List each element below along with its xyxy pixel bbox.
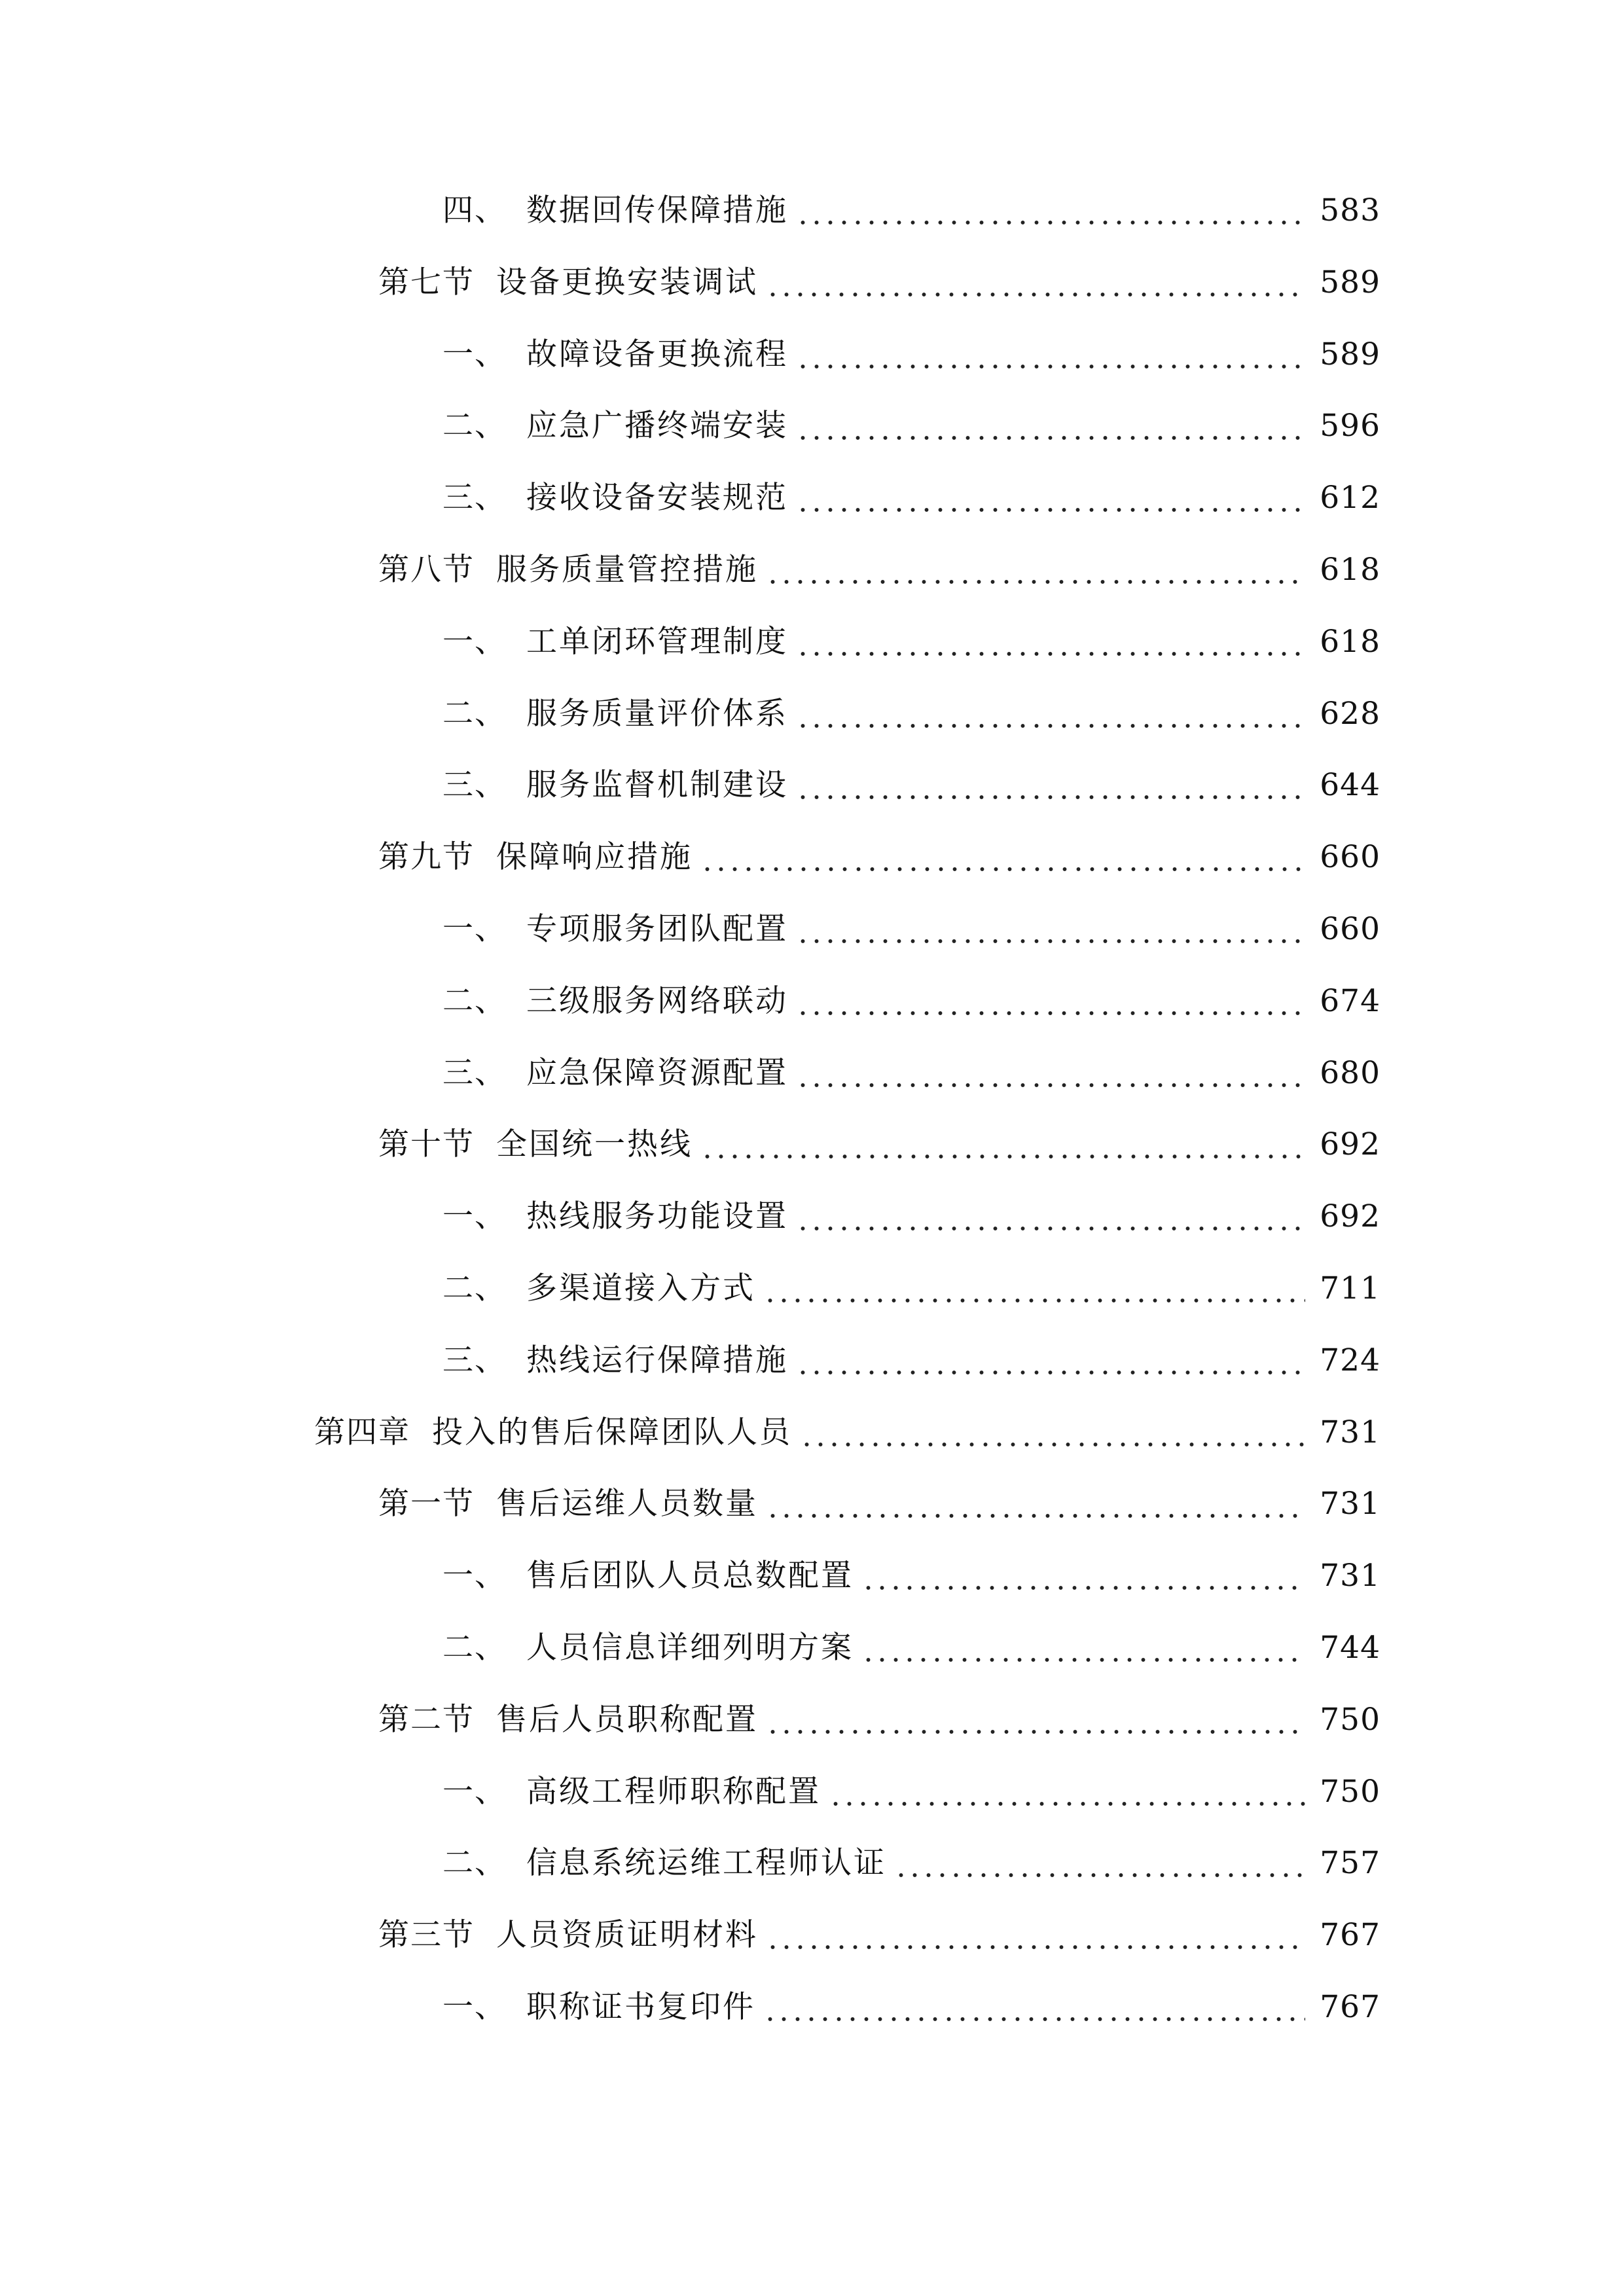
- toc-entry-page-number: 612: [1320, 480, 1380, 516]
- dot-leader: [796, 982, 1305, 1021]
- toc-entry-number: 一、: [442, 911, 507, 947]
- toc-entry-page-number: 744: [1320, 1630, 1380, 1666]
- dot-leader: [796, 766, 1305, 805]
- dot-leader: [861, 1628, 1305, 1668]
- toc-entry[interactable]: [442, 393, 1380, 446]
- toc-entry-number: 二、: [442, 982, 507, 1019]
- toc-entry[interactable]: [442, 1328, 1380, 1380]
- toc-entry-number: 二、: [442, 1630, 507, 1666]
- toc-entry-page-number: 731: [1320, 1558, 1380, 1594]
- toc-entry[interactable]: [378, 1112, 1380, 1164]
- toc-entry-number: 三、: [442, 480, 507, 516]
- dot-leader: [766, 263, 1305, 302]
- toc-entry-page-number: 589: [1320, 336, 1380, 372]
- toc-entry[interactable]: [378, 825, 1380, 877]
- toc-entry-title: 售后团队人员总数配置: [526, 1558, 854, 1594]
- toc-entry[interactable]: [442, 1041, 1380, 1093]
- toc-entry-title: 热线服务功能设置: [526, 1198, 788, 1235]
- toc-entry[interactable]: [442, 178, 1380, 230]
- toc-entry-number: 第一节: [378, 1486, 475, 1522]
- toc-entry[interactable]: [442, 1256, 1380, 1308]
- toc-entry-page-number: 731: [1320, 1486, 1380, 1522]
- toc-entry[interactable]: [442, 465, 1380, 518]
- toc-entry-page-number: 583: [1320, 192, 1380, 228]
- toc-entry-number: 四、: [442, 192, 507, 228]
- toc-entry-number: 三、: [442, 767, 507, 804]
- toc-entry-title: 多渠道接入方式: [526, 1270, 755, 1306]
- dot-leader: [796, 622, 1305, 662]
- toc-entry-number: 一、: [442, 1989, 507, 2025]
- toc-entry[interactable]: [442, 1759, 1380, 1812]
- toc-entry-page-number: 711: [1320, 1270, 1380, 1306]
- toc-entry[interactable]: [442, 969, 1380, 1021]
- toc-entry[interactable]: [378, 537, 1380, 590]
- toc-entry-page-number: 589: [1320, 264, 1380, 300]
- toc-entry-title: 服务监督机制建设: [526, 767, 788, 804]
- toc-entry-number: 三、: [442, 1054, 507, 1091]
- toc-entry[interactable]: [442, 1975, 1380, 2027]
- toc-entry-title: 故障设备更换流程: [526, 336, 788, 372]
- toc-entry-title: 信息系统运维工程师认证: [526, 1845, 886, 1882]
- toc-entry-number: 二、: [442, 1845, 507, 1882]
- toc-entry[interactable]: [442, 1543, 1380, 1596]
- toc-entry-number: 一、: [442, 336, 507, 372]
- toc-entry-number: 第十节: [378, 1126, 475, 1163]
- dot-leader: [796, 478, 1305, 518]
- toc-entry-title: 人员信息详细列明方案: [526, 1630, 854, 1666]
- toc-entry-title: 服务质量管控措施: [496, 552, 758, 588]
- toc-entry-title: 三级服务网络联动: [526, 982, 788, 1019]
- dot-leader: [796, 1341, 1305, 1380]
- toc-entry-title: 高级工程师职称配置: [526, 1773, 821, 1810]
- dot-leader: [861, 1556, 1305, 1596]
- toc-entry-title: 设备更换安装调试: [496, 264, 758, 300]
- toc-entry-page-number: 660: [1320, 839, 1380, 876]
- toc-entry-page-number: 692: [1320, 1126, 1380, 1163]
- dot-leader: [829, 1772, 1305, 1812]
- toc-entry-title: 数据回传保障措施: [526, 192, 788, 228]
- toc-entry-title: 投入的售后保障团队人员: [432, 1414, 792, 1450]
- toc-entry-page-number: 724: [1320, 1342, 1380, 1378]
- toc-entry-page-number: 596: [1320, 408, 1380, 444]
- toc-entry-title: 人员资质证明材料: [496, 1917, 758, 1954]
- dot-leader: [700, 1125, 1305, 1164]
- toc-entry-title: 职称证书复印件: [526, 1989, 755, 2025]
- toc-entry[interactable]: [378, 1687, 1380, 1740]
- dot-leader: [766, 1484, 1305, 1524]
- toc-entry-page-number: 674: [1320, 982, 1380, 1019]
- toc-entry[interactable]: [442, 322, 1380, 374]
- toc-entry-number: 第二节: [378, 1701, 475, 1738]
- dot-leader: [894, 1844, 1305, 1883]
- toc-entry-number: 第四章: [314, 1414, 410, 1450]
- toc-entry-page-number: 767: [1320, 1989, 1380, 2025]
- dot-leader: [796, 191, 1305, 230]
- toc-entry-title: 工单闭环管理制度: [526, 623, 788, 660]
- toc-entry[interactable]: [442, 1615, 1380, 1668]
- toc-entry-title: 应急保障资源配置: [526, 1054, 788, 1091]
- toc-entry-number: 一、: [442, 1198, 507, 1235]
- toc-entry[interactable]: [442, 753, 1380, 805]
- toc-entry-page-number: 660: [1320, 911, 1380, 947]
- toc-entry-title: 服务质量评价体系: [526, 695, 788, 732]
- dot-leader: [796, 1054, 1305, 1093]
- dot-leader: [796, 910, 1305, 949]
- toc-entry-page-number: 628: [1320, 695, 1380, 732]
- dot-leader: [796, 335, 1305, 374]
- toc-entry-number: 第三节: [378, 1917, 475, 1954]
- toc-entry-title: 售后人员职称配置: [496, 1701, 758, 1738]
- toc-entry-title: 售后运维人员数量: [496, 1486, 758, 1522]
- toc-entry-number: 三、: [442, 1342, 507, 1378]
- toc-entry-title: 热线运行保障措施: [526, 1342, 788, 1378]
- toc-entry-page-number: 731: [1320, 1414, 1380, 1450]
- dot-leader: [796, 1197, 1305, 1236]
- dot-leader: [763, 1269, 1305, 1308]
- toc-entry-number: 第九节: [378, 839, 475, 876]
- dot-leader: [796, 406, 1305, 446]
- toc-entry[interactable]: [378, 1471, 1380, 1524]
- toc-entry[interactable]: [314, 1400, 1380, 1452]
- toc-entry[interactable]: [442, 681, 1380, 734]
- toc-entry-number: 二、: [442, 1270, 507, 1306]
- toc-entry-page-number: 692: [1320, 1198, 1380, 1235]
- toc-entry-number: 一、: [442, 1773, 507, 1810]
- toc-entry[interactable]: [378, 1903, 1380, 1955]
- toc-entry-title: 应急广播终端安装: [526, 408, 788, 444]
- toc-entry[interactable]: [442, 609, 1380, 662]
- toc-entry-page-number: 618: [1320, 623, 1380, 660]
- dot-leader: [766, 1700, 1305, 1740]
- toc-entry[interactable]: [442, 1184, 1380, 1236]
- toc-entry-title: 保障响应措施: [496, 839, 693, 876]
- toc-entry[interactable]: [442, 897, 1380, 949]
- toc-entry-page-number: 750: [1320, 1773, 1380, 1810]
- toc-entry-number: 二、: [442, 695, 507, 732]
- toc-entry-page-number: 767: [1320, 1917, 1380, 1954]
- toc-entry-title: 接收设备安装规范: [526, 480, 788, 516]
- dot-leader: [763, 1988, 1305, 2027]
- toc-entry-page-number: 750: [1320, 1701, 1380, 1738]
- dot-leader: [796, 694, 1305, 734]
- toc-entry-number: 一、: [442, 1558, 507, 1594]
- toc-entry-number: 第八节: [378, 552, 475, 588]
- toc-entry[interactable]: [378, 250, 1380, 302]
- toc-entry-page-number: 618: [1320, 552, 1380, 588]
- toc-entry-number: 一、: [442, 623, 507, 660]
- toc-entry-title: 专项服务团队配置: [526, 911, 788, 947]
- toc-entry-page-number: 680: [1320, 1054, 1380, 1091]
- toc-entry[interactable]: [442, 1831, 1380, 1883]
- dot-leader: [800, 1413, 1305, 1452]
- dot-leader: [766, 550, 1305, 590]
- toc-entry-page-number: 644: [1320, 767, 1380, 804]
- toc-entry-number: 二、: [442, 408, 507, 444]
- toc-entry-title: 全国统一热线: [496, 1126, 693, 1163]
- dot-leader: [700, 838, 1305, 877]
- toc-entry-page-number: 757: [1320, 1845, 1380, 1882]
- toc-entry-number: 第七节: [378, 264, 475, 300]
- dot-leader: [766, 1916, 1305, 1955]
